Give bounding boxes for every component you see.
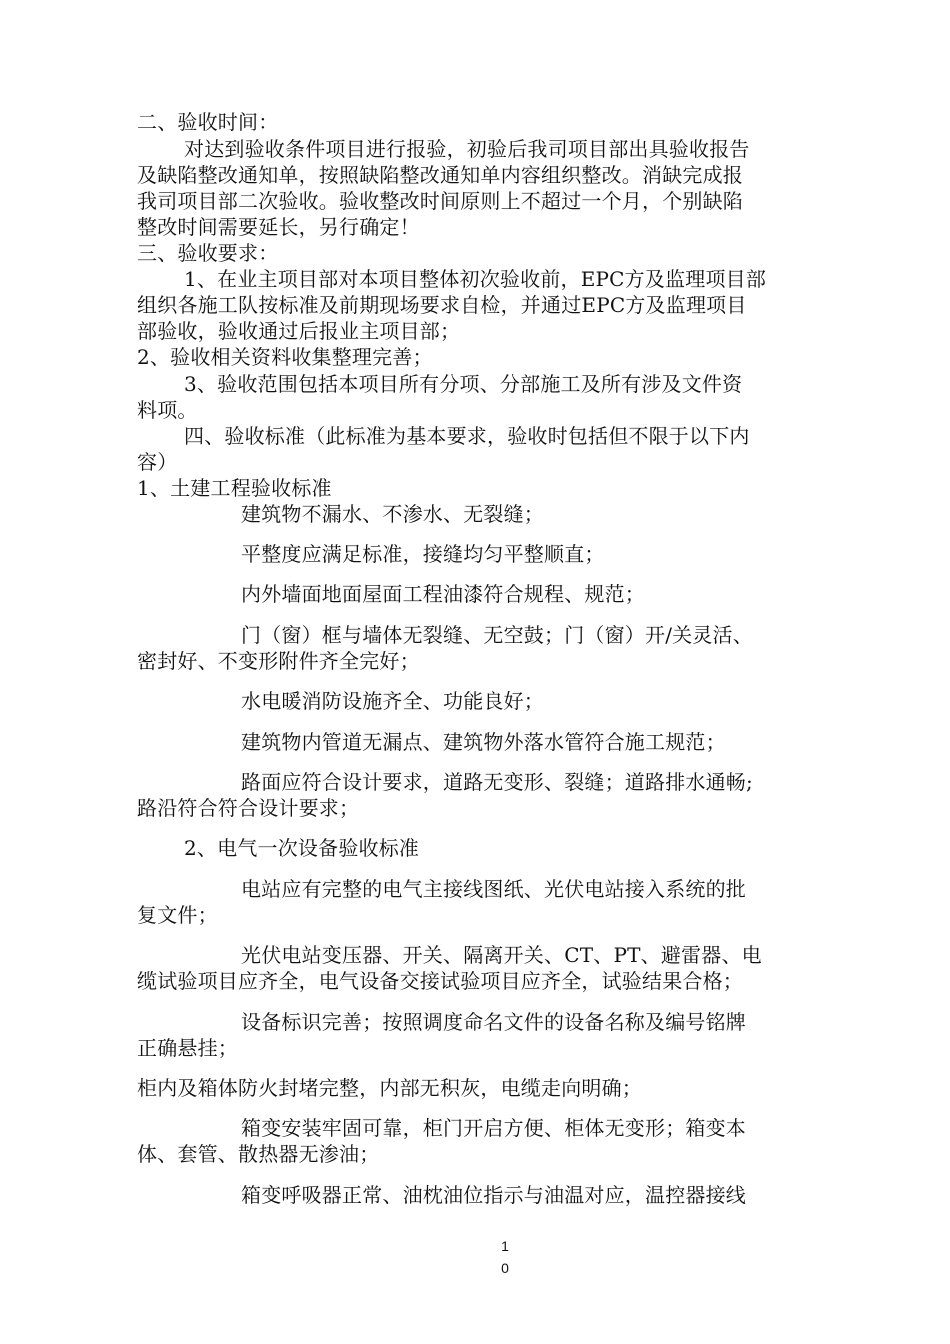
paragraph-line: 内外墙面地面屋面工程油漆符合规程、规范； bbox=[241, 582, 645, 606]
paragraph-line: 部验收，验收通过后报业主项目部； bbox=[137, 319, 461, 343]
paragraph-line: 整改时间需要延长，另行确定！ bbox=[137, 215, 420, 239]
page-number-digit: 1 bbox=[501, 1238, 509, 1254]
section-heading-requirements: 三、验收要求： bbox=[137, 241, 279, 265]
paragraph-line: 设备标识完善；按照调度命名文件的设备名称及编号铭牌 bbox=[241, 1010, 746, 1034]
section-heading-time: 二、验收时间： bbox=[137, 110, 279, 134]
paragraph-line: 建筑物不漏水、不渗水、无裂缝； bbox=[241, 502, 544, 526]
paragraph-line: 1、在业主项目部对本项目整体初次验收前，EPC方及监理项目部 bbox=[184, 267, 767, 291]
page-number-digit: 0 bbox=[501, 1260, 509, 1276]
paragraph-line: 柜内及箱体防火封堵完整，内部无积灰，电缆走向明确； bbox=[137, 1076, 642, 1100]
paragraph-line: 建筑物内管道无漏点、建筑物外落水管符合施工规范； bbox=[241, 730, 726, 754]
subsection-heading-civil: 1、土建工程验收标准 bbox=[137, 476, 332, 500]
paragraph-line: 箱变安装牢固可靠，柜门开启方便、柜体无变形；箱变本 bbox=[241, 1116, 746, 1140]
paragraph-line: 缆试验项目应齐全，电气设备交接试验项目应齐全，试验结果合格； bbox=[137, 969, 743, 993]
subsection-heading-electrical: 2、电气一次设备验收标准 bbox=[184, 836, 420, 860]
paragraph-line: 容） bbox=[137, 450, 178, 474]
paragraph-line: 光伏电站变压器、开关、隔离开关、CT、PT、避雷器、电 bbox=[241, 943, 762, 967]
paragraph-line: 体、套管、散热器无渗油； bbox=[137, 1142, 380, 1166]
paragraph-line: 路面应符合设计要求，道路无变形、裂缝；道路排水通畅; bbox=[241, 770, 753, 794]
paragraph-line: 密封好、不变形附件齐全完好； bbox=[137, 649, 420, 673]
paragraph-line: 路沿符合符合设计要求； bbox=[137, 796, 360, 820]
section-heading-standards: 四、验收标准（此标准为基本要求，验收时包括但不限于以下内 bbox=[184, 424, 750, 448]
paragraph-line: 水电暖消防设施齐全、功能良好； bbox=[241, 689, 544, 713]
paragraph-line: 2、验收相关资料收集整理完善； bbox=[137, 345, 433, 369]
paragraph-line: 料项。 bbox=[137, 398, 198, 422]
paragraph-line: 箱变呼吸器正常、油枕油位指示与油温对应，温控器接线 bbox=[241, 1183, 746, 1207]
paragraph-line: 正确悬挂； bbox=[137, 1036, 238, 1060]
paragraph-line: 复文件； bbox=[137, 903, 218, 927]
paragraph-line: 门（窗）框与墙体无裂缝、无空鼓；门（窗）开/关灵活、 bbox=[241, 623, 753, 647]
paragraph-line: 电站应有完整的电气主接线图纸、光伏电站接入系统的批 bbox=[241, 877, 746, 901]
paragraph-line: 3、验收范围包括本项目所有分项、分部施工及所有涉及文件资 bbox=[184, 372, 743, 396]
paragraph-line: 平整度应满足标准，接缝均匀平整顺直； bbox=[241, 542, 605, 566]
paragraph-line: 及缺陷整改通知单，按照缺陷整改通知单内容组织整改。消缺完成报 bbox=[137, 163, 743, 187]
paragraph-line: 对达到验收条件项目进行报验，初验后我司项目部出具验收报告 bbox=[184, 137, 750, 161]
paragraph-line: 组织各施工队按标准及前期现场要求自检，并通过EPC方及监理项目 bbox=[137, 293, 747, 317]
paragraph-line: 我司项目部二次验收。验收整改时间原则上不超过一个月，个别缺陷 bbox=[137, 189, 743, 213]
